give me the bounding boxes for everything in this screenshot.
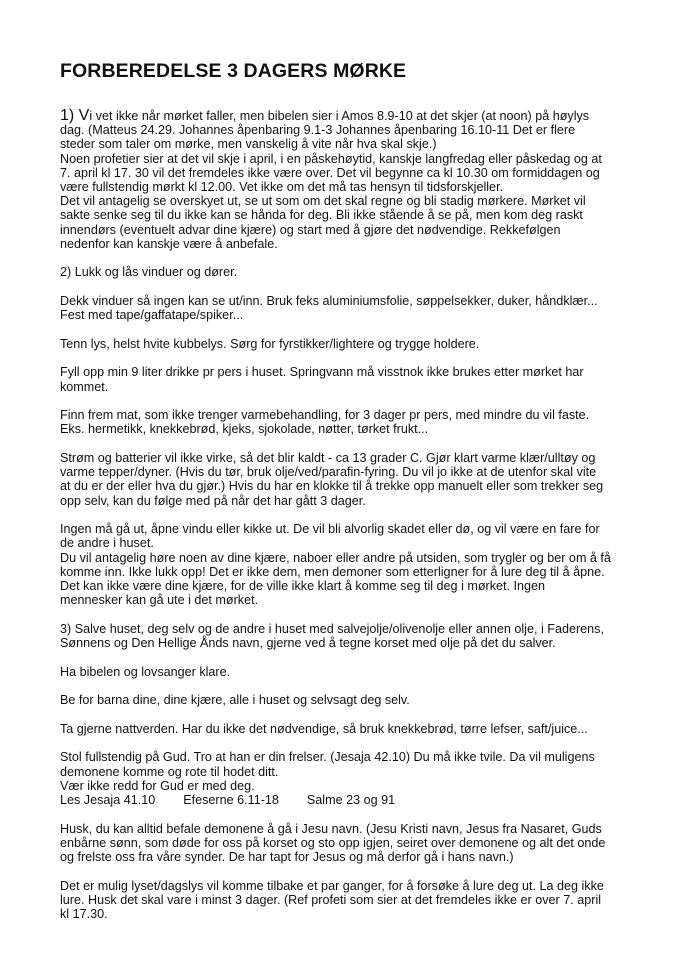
text-line: Sønnens og Den Hellige Ånds navn, gjerne ved å tegne korset med olje på det du salver. <box>60 636 556 651</box>
paragraph-1 <box>60 109 622 251</box>
text-line: komme inn. Ikke lukk opp! Det er ikke dem, men demoner som etterligner for å lure deg til å åpne. <box>60 564 605 579</box>
text-line: Det er mulig lyset/dagslys vil komme tilbake et par ganger, for å forsøke å lure deg ut. La deg ikke <box>60 878 604 893</box>
paragraph-9 <box>60 622 622 650</box>
paragraph-4 <box>60 337 622 351</box>
text-line: innendørs (eventuelt advar dine kjære) og start med å gjøre det nødvendige. Rekkefølgen <box>60 222 561 237</box>
paragraph-11 <box>60 693 622 707</box>
text-line: nedenfor kan kanskje være å anbefale. <box>60 236 278 251</box>
text-line: være fullstendig mørkt kl 12.00. Vet ikke om det må tas hensyn til tidsforskjeller. <box>60 180 504 195</box>
scripture-references: Les Jesaja 41.10 Efeserne 6.11-18 Salme 23 og 91 <box>60 793 396 807</box>
text-line: i vet ikke når mørket faller, men bibelen sier i Amos 8.9-10 at det skjer (at noon) på høylys <box>89 109 590 123</box>
text-line: sakte senke seg til du ikke kan se hånda for deg. Bli ikke stående å se på, men kom deg raskt <box>60 208 583 223</box>
paragraph-14 <box>60 822 622 865</box>
text-line: 7. april kl 17. 30 vil det fremdeles ikke være over. Det vil begynne ca kl 10.30 om formiddagen og <box>60 165 600 180</box>
text-line: de andre i huset. <box>60 536 154 551</box>
text-line: Ha bibelen og lovsanger klare. <box>60 664 231 679</box>
text-line: mennesker kan gå ute i det mørket. <box>60 593 259 608</box>
text-line: Ta gjerne nattverden. Har du ikke det nødvendige, så bruk knekkebrød, tørre lefser, saft/juice... <box>60 721 588 736</box>
paragraph-10 <box>60 665 622 679</box>
text-line: Be for barna dine, dine kjære, alle i huset og selvsagt deg selv. <box>60 693 410 708</box>
text-line: 2) Lukk og lås vinduer og dører. <box>60 265 238 280</box>
text-line: Fyll opp min 9 liter drikke pr pers i huset. Springvann må visstnok ikke brukes etter mørket har <box>60 365 584 380</box>
text-line: Det vil antagelig se overskyet ut, se ut som om det skal regne og bli stadig mørkere. Mørket vil <box>60 194 586 209</box>
paragraph-7 <box>60 451 622 508</box>
paragraph-13 <box>60 750 622 807</box>
text-line: Husk, du kan alltid befale demonene å gå i Jesu navn. (Jesu Kristi navn, Jesus fra Nasaret, Guds <box>60 821 602 836</box>
text-line: kommet. <box>60 379 109 394</box>
text-line: og frelste oss fra våre synder. De har tapt for Jesus og må derfor gå i hans navn.) <box>60 850 514 864</box>
text-line: Dekk vinduer så ingen kan se ut/inn. Bruk feks aluminiumsfolie, søppelsekker, duker, håndklær... <box>60 294 598 309</box>
text-line: Ingen må gå ut, åpne vindu eller kikke ut. De vil bli alvorlig skadet eller dø, og vil være en fare for <box>60 522 600 537</box>
text-line: Finn frem mat, som ikke trenger varmebehandling, for 3 dager pr pers, med mindre du vil faste. <box>60 408 590 423</box>
text-line: Fest med tape/gaffatape/spiker... <box>60 308 244 323</box>
paragraph-2 <box>60 265 622 279</box>
intro-number: 1) V <box>60 107 90 124</box>
text-line: kl 17.30. <box>60 907 108 921</box>
text-line: varme tepper/dyner. (Hvis du tør, bruk olje/ved/parafin-fyring. Du vil jo ikke at de utenfor skal vite <box>60 465 597 480</box>
document-title: FORBEREDELSE 3 DAGERS MØRKE <box>60 60 407 82</box>
text-line: dag. (Matteus 24.29. Johannes åpenbaring 9.1-3 Johannes åpenbaring 16.10-11 Det er flere <box>60 123 576 138</box>
text-line: Tenn lys, helst hvite kubbelys. Sørg for fyrstikker/lightere og trygge holdere. <box>60 336 480 351</box>
text-line: Noen profetier sier at det vil skje i april, i en påskehøytid, kanskje langfredag eller påskedag og at <box>60 151 602 166</box>
text-line: 3) Salve huset, deg selv og de andre i huset med salvejolje/olivenolje eller annen olje, i Faderens, <box>60 621 604 636</box>
text-line: Du vil antagelig høre noen av dine kjære, naboer eller andre på utsiden, som trygler og ber om å få <box>60 550 611 565</box>
text-line: Strøm og batterier vil ikke virke, så det blir kaldt - ca 13 grader C. Gjør klart varme klær/ulltøy og <box>60 451 596 465</box>
text-line: Eks. hermetikk, knekkebrød, kjeks, sjokolade, nøtter, tørket frukt... <box>60 422 429 437</box>
paragraph-8 <box>60 522 622 607</box>
text-line: at du er der eller hva du gjør.) Hvis du har en klokke til å trekke opp manuelt eller som trekker seg <box>60 479 604 494</box>
paragraph-5 <box>60 365 622 393</box>
paragraph-6 <box>60 408 622 436</box>
text-line: lure. Husk det skal vare i minst 3 dager. (Ref profeti som sier at det fremdeles ikke er over 7. april <box>60 892 602 907</box>
text-line: Det kan ikke være dine kjære, for de ville ikke klart å komme seg til deg i mørket. Ingen <box>60 579 546 594</box>
paragraph-15 <box>60 879 622 922</box>
paragraph-3 <box>60 294 622 322</box>
text-line: enbårne sønn, som døde for oss på korset og sto opp igjen, seiret over demonene og alt det onde <box>60 835 606 850</box>
text-line: steder som taler om mørke, men vanskelig å vite når hva skal skje.) <box>60 137 437 152</box>
text-line: opp selv, kan du følge med på når det har gått 3 dager. <box>60 493 366 508</box>
text-line: Vær ikke redd for Gud er med deg. <box>60 778 255 793</box>
text-line: Stol fullstendig på Gud. Tro at han er din frelser. (Jesaja 42.10) Du må ikke tvile. Da vil muligens <box>60 750 595 765</box>
text-line: demonene komme og rote til hodet ditt. <box>60 764 279 779</box>
paragraph-12 <box>60 722 622 736</box>
